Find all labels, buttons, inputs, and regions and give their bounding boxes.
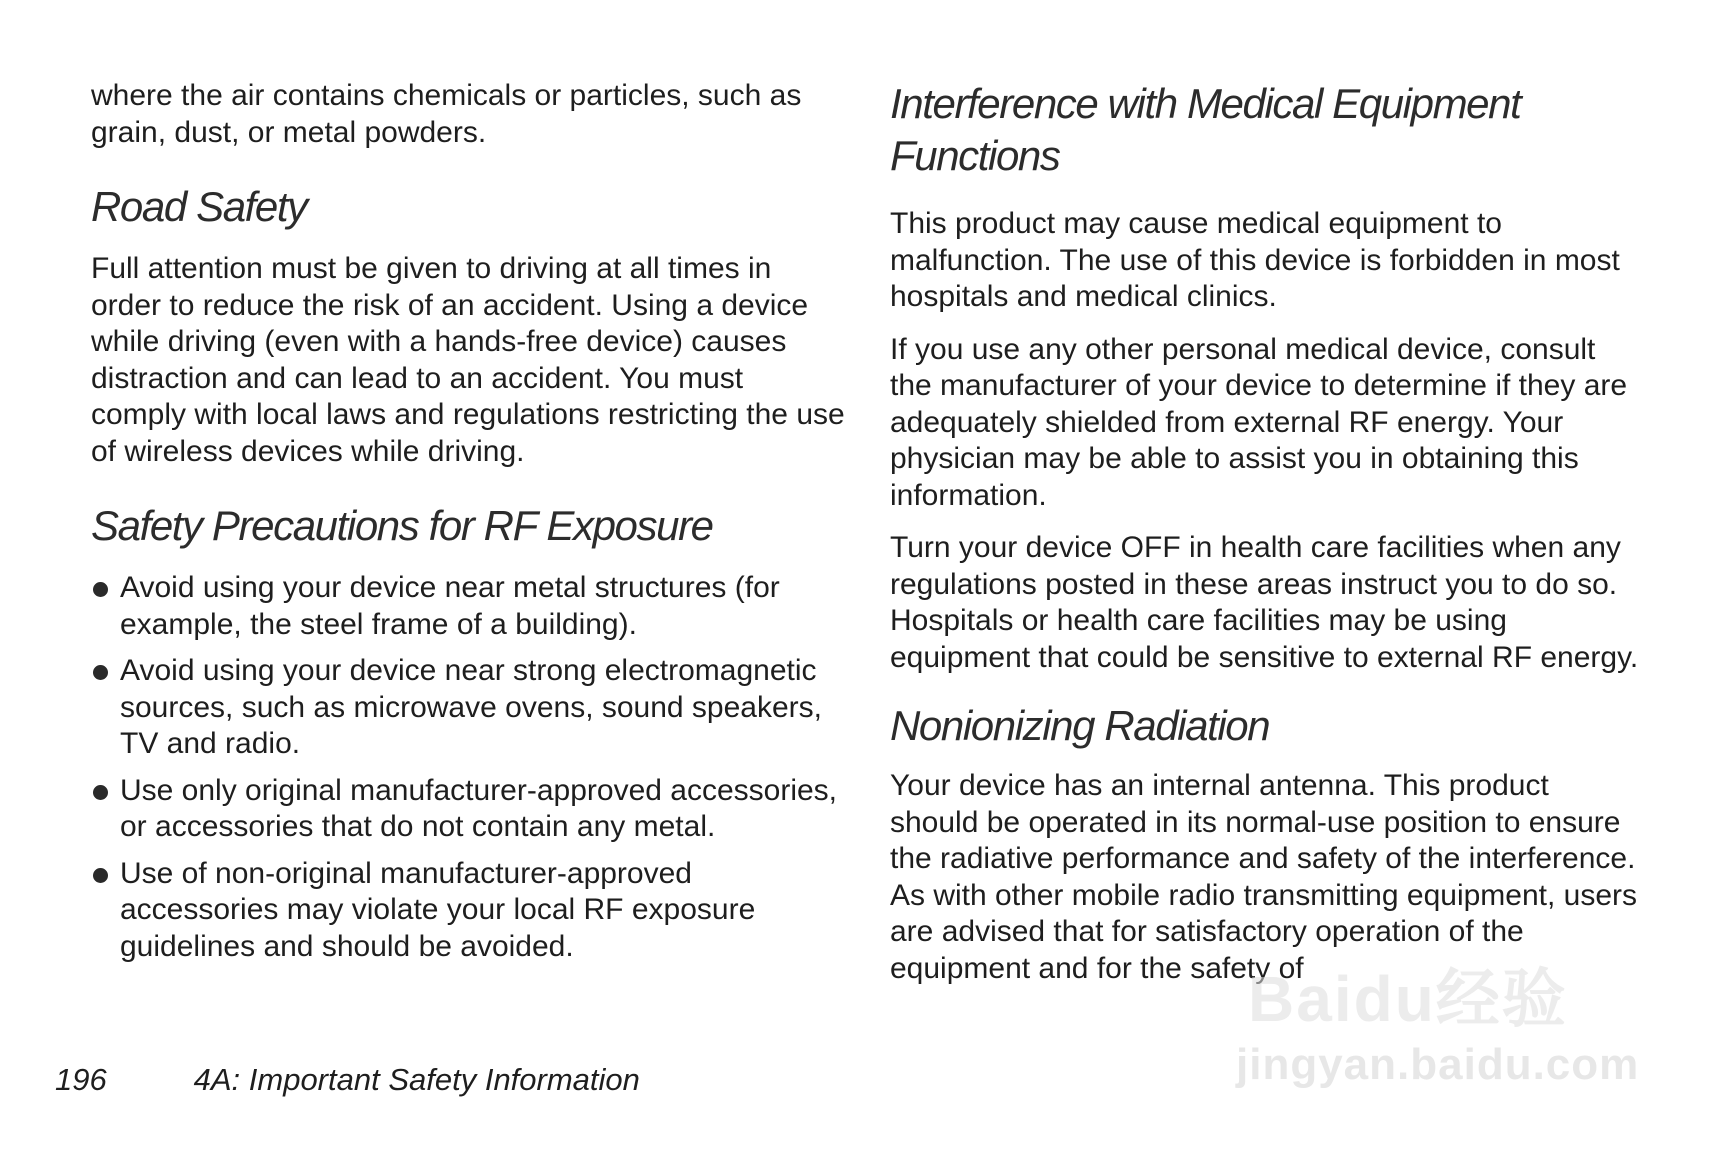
medical-paragraph-1: This product may cause medical equipment to malfunction. The use of this device is forbidden in most hospitals and medical clinics.: [890, 207, 1620, 313]
rf-exposure-list: [91, 570, 846, 965]
list-item-text: Avoid using your device near metal structures (for example, the steel frame of a building).: [120, 571, 780, 641]
nonionizing-paragraph: Your device has an internal antenna. This product should be operated in its normal-use position to ensure the radiative performance and safety of the interference. As with other mobile radio transmitting equipment, users are advised that for satisfactory operation of the equipment and for the safety of: [890, 769, 1638, 985]
right-column: [890, 78, 1645, 1003]
watermark-url: jingyan.baidu.com: [1236, 1040, 1640, 1089]
bullet-dot-icon: [93, 665, 108, 680]
page-footer: [55, 1062, 640, 1098]
rf-exposure-heading: Safety Precautions for RF Exposure: [91, 502, 713, 549]
nonionizing-heading: Nonionizing Radiation: [890, 702, 1270, 749]
list-item-text: Avoid using your device near strong electromagnetic sources, such as microwave ovens, sound speakers, TV and radio.: [120, 654, 822, 760]
list-item-text: Use of non-original manufacturer-approved accessories may violate your local RF exposure guidelines and should be avoided.: [120, 856, 756, 963]
bullet-dot-icon: [93, 582, 108, 597]
list-item: [91, 856, 846, 966]
road-safety-heading: Road Safety: [91, 183, 307, 230]
watermark-logo: Baidu经验: [1248, 963, 1568, 1035]
list-item: [91, 653, 846, 763]
medical-equipment-heading: Interference with Medical Equipment Functions: [890, 80, 1521, 179]
list-item: [91, 773, 846, 846]
section-title: 4A: Important Safety Information: [193, 1062, 640, 1097]
bullet-dot-icon: [93, 785, 108, 800]
bullet-dot-icon: [93, 868, 108, 883]
left-column: [91, 78, 846, 975]
medical-paragraph-3: Turn your device OFF in health care facilities when any regulations posted in these areas instruct you to do so. Hospitals or health care facilities may be using equipment that could be sensitive to external RF energy.: [890, 531, 1639, 674]
page-number: 196: [55, 1062, 107, 1097]
list-item: [91, 570, 846, 643]
intro-paragraph: where the air contains chemicals or particles, such as grain, dust, or metal powders.: [91, 79, 802, 149]
medical-paragraph-2: If you use any other personal medical device, consult the manufacturer of your device to determine if they are adequately shielded from external RF energy. Your physician may be able to assist you in obtaining this information.: [890, 332, 1628, 512]
road-safety-paragraph: Full attention must be given to driving at all times in order to reduce the risk of an accident. Using a device while driving (even with a hands-free device) causes distraction and can lead to an accident. You must comply with local laws and regulations restricting the use of wireless devices while driving.: [91, 252, 845, 468]
list-item-text: Use only original manufacturer-approved accessories, or accessories that do not contain any metal.: [120, 773, 838, 843]
